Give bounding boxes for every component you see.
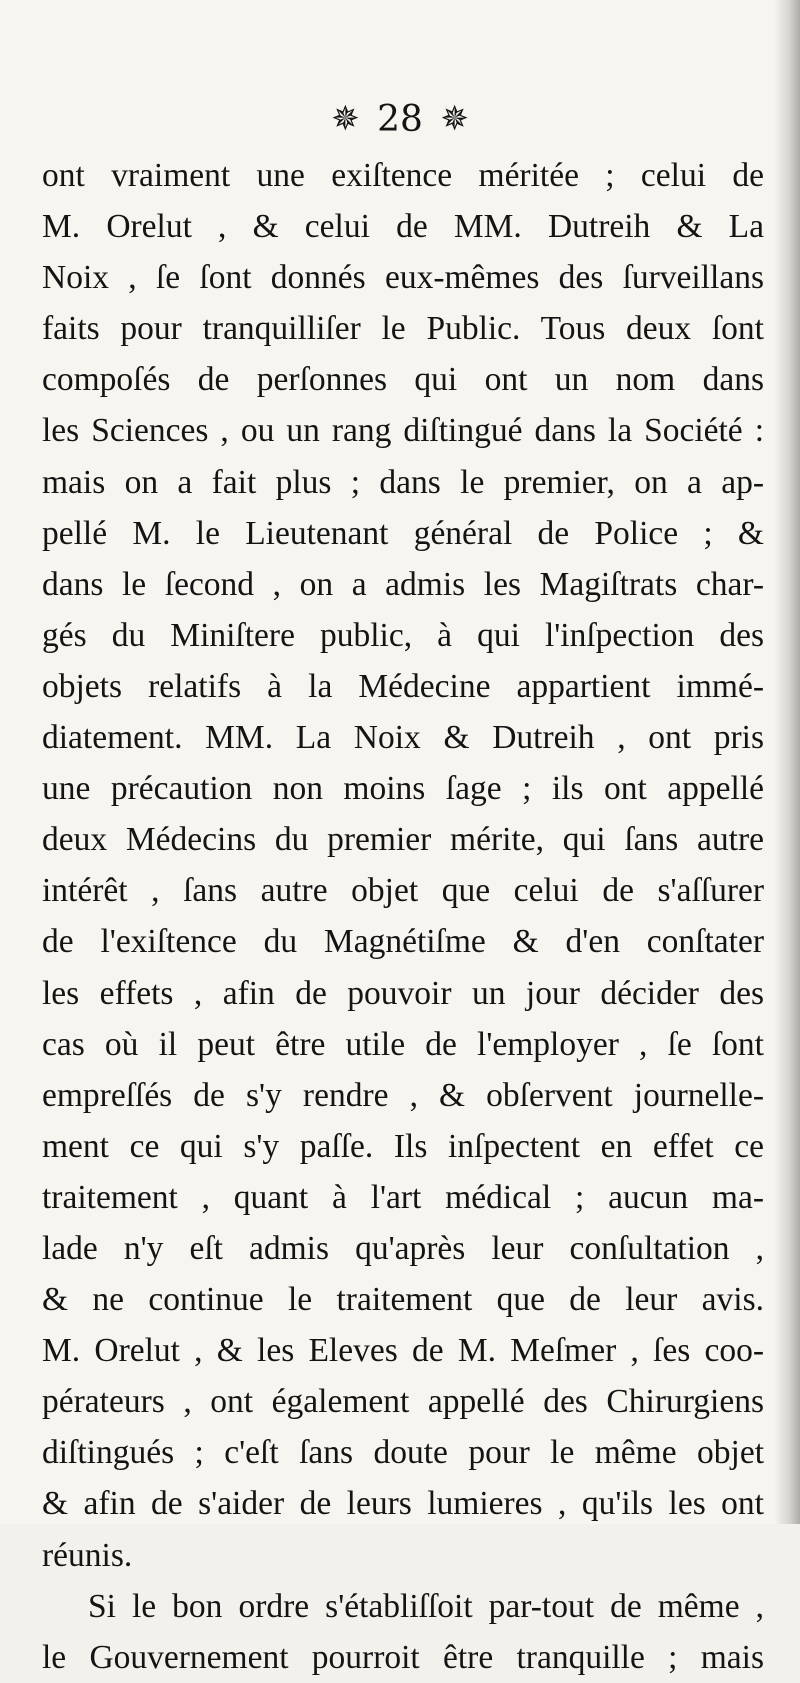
text-line: les Sciences , ou un rang diſtingué dans la Société : [42, 412, 764, 450]
body-text [42, 150, 764, 1683]
paragraph-start-line: Si le bon ordre s'établiſſoit par-tout de même , [88, 1587, 764, 1625]
text-line: M. Orelut , & les Eleves de M. Meſmer , ſes coo- [42, 1332, 764, 1370]
page-edge-shadow [774, 0, 800, 1524]
text-line: traitement , quant à l'art médical ; aucun ma- [42, 1178, 764, 1216]
text-line: de l'exiſtence du Magnétiſme & d'en conſtater [42, 923, 764, 961]
page-number: 28 [377, 98, 423, 140]
text-line: Noix , ſe ſont donnés eux-mêmes des ſurveillans [42, 259, 764, 297]
text-line: les effets , afin de pouvoir un jour décider des [42, 974, 764, 1012]
text-line: & afin de s'aider de leurs lumieres , qu'ils les ont [42, 1485, 764, 1523]
text-line: objets relatifs à la Médecine appartient immé- [42, 667, 764, 705]
text-line: diſtingués ; c'eſt ſans doute pour le même objet [42, 1434, 764, 1472]
page-header [0, 96, 800, 140]
text-line: pérateurs , ont également appellé des Chirurgiens [42, 1383, 764, 1421]
text-line: ont vraiment une exiſtence méritée ; celui de [42, 157, 764, 194]
text-line: dans le ſecond , on a admis les Magiſtrats char- [42, 565, 764, 603]
text-line: faits pour tranquilliſer le Public. Tous deux ſont [42, 310, 764, 348]
text-line: ment ce qui s'y paſſe. Ils inſpectent en effet ce [42, 1127, 764, 1165]
text-line: lade n'y eſt admis qu'après leur conſultation , [42, 1229, 764, 1267]
text-line: empreſſés de s'y rendre , & obſervent journelle- [42, 1076, 764, 1114]
text-line: mais on a fait plus ; dans le premier, on a ap- [42, 463, 764, 501]
text-line: deux Médecins du premier mérite, qui ſans autre [42, 821, 764, 859]
ornament-right-icon: ✵ [440, 99, 469, 139]
text-line: cas où il peut être utile de l'employer , ſe ſont [42, 1025, 764, 1063]
paragraph-end-line: réunis. [42, 1536, 133, 1574]
text-line: & ne continue le traitement que de leur avis. [42, 1281, 764, 1319]
text-line: une précaution non moins ſage ; ils ont appellé [42, 770, 764, 808]
text-line: gés du Miniſtere public, à qui l'inſpection des [42, 616, 764, 654]
text-line: compoſés de perſonnes qui ont un nom dans [42, 361, 764, 399]
text-line: le Gouvernement pourroit être tranquille ; mais [42, 1638, 764, 1676]
text-line: intérêt , ſans autre objet que celui de s'aſſurer [42, 872, 764, 910]
text-line: diatement. MM. La Noix & Dutreih , ont pris [42, 719, 764, 757]
ornament-left-icon: ✵ [331, 99, 360, 139]
text-line: pellé M. le Lieutenant général de Police ; & [42, 514, 764, 552]
text-line: M. Orelut , & celui de MM. Dutreih & La [42, 208, 764, 246]
